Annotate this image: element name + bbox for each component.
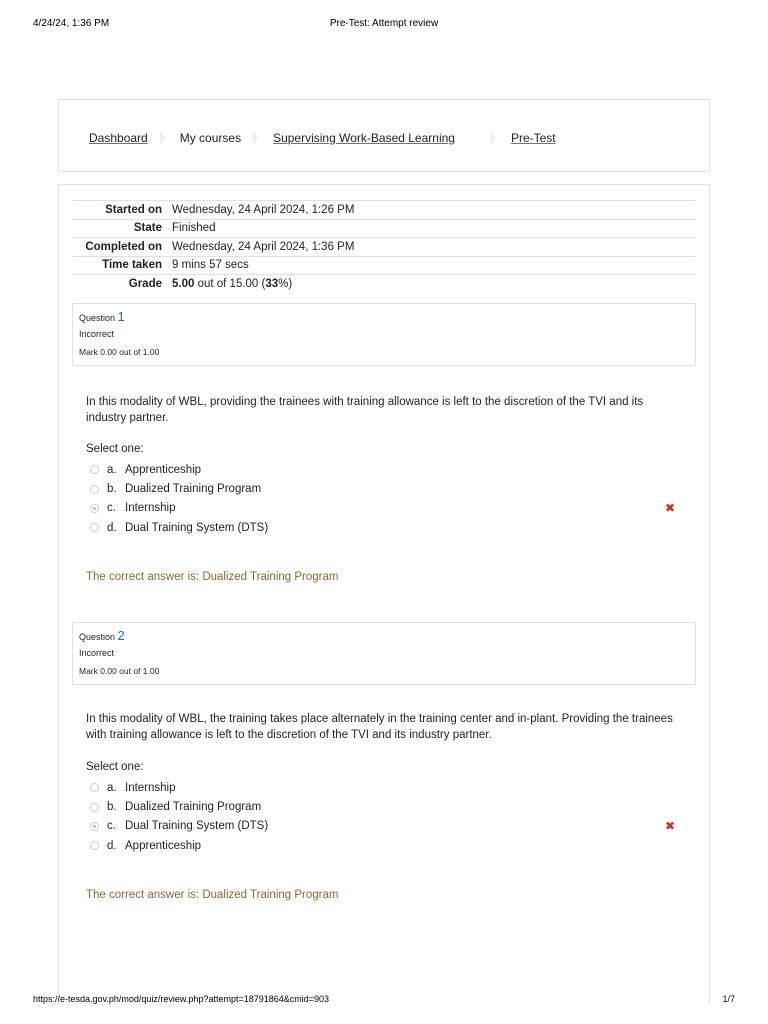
radio-button[interactable] xyxy=(90,841,99,850)
answer-text: Internship xyxy=(125,502,176,515)
answer-text: Dualized Training Program xyxy=(125,801,262,814)
answer-letter: c. xyxy=(107,502,116,515)
question-label: Question xyxy=(79,632,116,642)
answer-text: Apprenticeship xyxy=(125,839,202,852)
question-num: 1 xyxy=(117,309,125,324)
answer-list xyxy=(90,460,690,538)
summary-row-completed xyxy=(72,238,696,257)
answer-text: Dualized Training Program xyxy=(125,483,262,496)
summary-label: State xyxy=(133,222,162,235)
correct-answer-feedback: The correct answer is: Dualized Training Program xyxy=(86,889,339,901)
answer-letter: b. xyxy=(107,801,117,814)
radio-button-selected[interactable] xyxy=(90,822,99,831)
breadcrumb-course[interactable]: Supervising Work-Based Learning xyxy=(273,131,455,145)
summary-value: Wednesday, 24 April 2024, 1:36 PM xyxy=(172,240,355,253)
summary-label: Time taken xyxy=(102,259,162,272)
correct-answer-feedback: The correct answer is: Dualized Training Program xyxy=(86,571,339,583)
answer-text: Apprenticeship xyxy=(125,463,202,476)
answer-option-selected[interactable] xyxy=(90,499,690,518)
question-mark: Mark 0.00 out of 1.00 xyxy=(79,666,160,676)
breadcrumb-my-courses[interactable]: My courses xyxy=(179,131,242,145)
question-info-1 xyxy=(72,303,696,366)
answer-option[interactable] xyxy=(90,836,690,855)
answer-letter: c. xyxy=(107,820,116,833)
attempt-summary-table xyxy=(72,200,696,293)
summary-row-time xyxy=(72,256,696,275)
print-page-number: 1/7 xyxy=(722,994,735,1004)
grade-percent: 33 xyxy=(265,278,279,290)
question-info-2 xyxy=(72,622,696,685)
question-state: Incorrect xyxy=(79,329,115,339)
summary-label: Grade xyxy=(128,278,162,290)
cross-icon: ✖ xyxy=(665,501,676,516)
question-number xyxy=(79,309,689,324)
breadcrumb-pretest[interactable]: Pre-Test xyxy=(510,131,556,145)
summary-value: 9 mins 57 secs xyxy=(172,259,249,272)
answer-text: Dual Training System (DTS) xyxy=(125,820,269,833)
answer-letter: d. xyxy=(107,839,117,852)
answer-option[interactable] xyxy=(90,778,690,797)
radio-button-selected[interactable] xyxy=(90,504,99,513)
summary-label: Started on xyxy=(105,203,162,216)
question-state: Incorrect xyxy=(79,648,115,658)
answer-letter: d. xyxy=(107,521,117,534)
summary-label: Completed on xyxy=(85,240,162,253)
select-one-prompt: Select one: xyxy=(86,443,144,455)
answer-option-selected[interactable] xyxy=(90,817,690,836)
summary-row-grade xyxy=(72,275,696,294)
answer-text: Internship xyxy=(125,781,176,794)
radio-button[interactable] xyxy=(90,465,99,474)
grade-end: %) xyxy=(278,278,293,290)
answer-text: Dual Training System (DTS) xyxy=(125,521,269,534)
answer-option[interactable] xyxy=(90,460,690,479)
radio-button[interactable] xyxy=(90,803,99,812)
answer-option[interactable] xyxy=(90,479,690,498)
cross-icon: ✖ xyxy=(665,819,676,834)
question-num: 2 xyxy=(117,628,125,643)
question-text: In this modality of WBL, the training takes place alternately in the training center and in-plant. Providing the trainees with training allowance is left to the discretion of the TVI and its industry partner. xyxy=(86,713,673,741)
answer-option[interactable] xyxy=(90,797,690,816)
summary-row-started xyxy=(72,201,696,220)
breadcrumb-separator xyxy=(253,128,261,148)
answer-letter: a. xyxy=(107,781,117,794)
print-date: 4/24/24, 1:36 PM xyxy=(33,18,110,29)
summary-value xyxy=(172,275,696,294)
answer-letter: a. xyxy=(107,463,117,476)
print-title: Pre-Test: Attempt review xyxy=(329,18,439,29)
grade-score: 5.00 xyxy=(172,278,195,290)
question-number xyxy=(79,628,689,643)
question-text: In this modality of WBL, providing the trainees with training allowance is left to the discretion of the TVI and its industry partner. xyxy=(86,396,644,424)
answer-option[interactable] xyxy=(90,518,690,537)
grade-rest: out of 15.00 ( xyxy=(194,278,266,290)
radio-button[interactable] xyxy=(90,783,99,792)
summary-value: Finished xyxy=(172,222,216,235)
answer-letter: b. xyxy=(107,483,117,496)
summary-value: Wednesday, 24 April 2024, 1:26 PM xyxy=(172,203,355,216)
select-one-prompt: Select one: xyxy=(86,761,144,773)
breadcrumb-separator xyxy=(491,128,499,148)
radio-button[interactable] xyxy=(90,485,99,494)
print-url: https://e-tesda.gov.ph/mod/quiz/review.php?attempt=18791864&cmid=903 xyxy=(33,994,330,1004)
breadcrumb-container xyxy=(58,99,710,172)
answer-list xyxy=(90,778,690,856)
breadcrumb xyxy=(89,128,556,148)
question-mark: Mark 0.00 out of 1.00 xyxy=(79,347,160,357)
radio-button[interactable] xyxy=(90,523,99,532)
breadcrumb-separator xyxy=(160,128,168,148)
summary-row-state xyxy=(72,219,696,238)
question-label: Question xyxy=(79,313,116,323)
breadcrumb-dashboard[interactable]: Dashboard xyxy=(89,131,148,145)
